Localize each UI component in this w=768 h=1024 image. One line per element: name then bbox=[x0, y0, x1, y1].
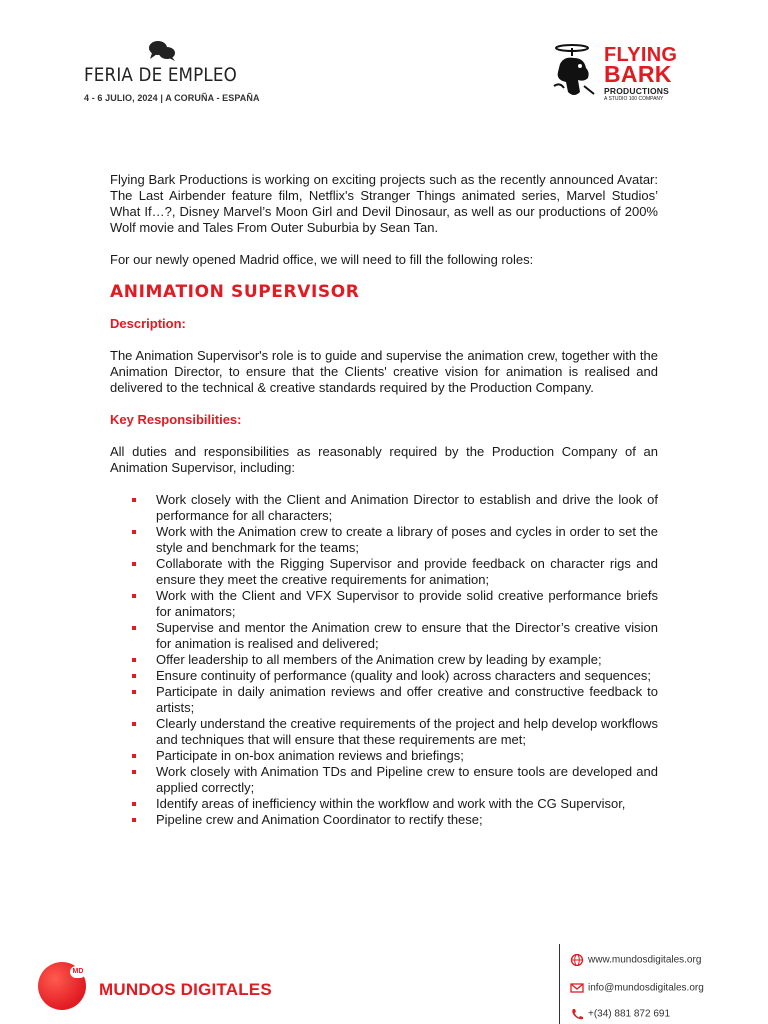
mundos-digitales-logo bbox=[38, 962, 318, 1012]
bullet-icon bbox=[132, 530, 136, 534]
bullet-icon bbox=[132, 754, 136, 758]
description-heading: Description: bbox=[110, 316, 186, 331]
bullet-icon bbox=[132, 594, 136, 598]
phone-contact[interactable] bbox=[570, 1008, 670, 1020]
email-link[interactable]: info@mundosdigitales.org bbox=[588, 982, 704, 994]
logo-text-tagline: A STUDIO 100 COMPANY bbox=[604, 96, 664, 102]
role-title: ANIMATION SUPERVISOR bbox=[110, 282, 360, 302]
description-paragraph: The Animation Supervisor's role is to guide and supervise the animation crew, together with the Animation Director, to ensure that the Clients' creative vision for animation is realised and delivered to the technical & creative standards required by the Production Company. bbox=[110, 348, 658, 395]
list-item bbox=[156, 684, 658, 716]
logo-text-bark: BARK bbox=[604, 61, 672, 87]
list-item-text: Participate in on-box animation reviews and briefings; bbox=[156, 748, 464, 763]
globe-icon bbox=[570, 954, 584, 966]
list-item bbox=[156, 812, 658, 828]
website-contact[interactable] bbox=[570, 954, 701, 966]
intro-paragraph: Flying Bark Productions is working on exciting projects such as the recently announced Avatar: The Last Airbender feature film, Netflix's Stranger Things animated series, Marvel Studios’ What If…?, Disney Marvel’s Moon Girl and Devil Dinosaur, as well as our productions of 200% Wolf movie and Tales From Outer Suburbia by Sean Tan. bbox=[110, 172, 658, 235]
flying-bark-logo bbox=[550, 40, 680, 104]
bullet-icon bbox=[132, 498, 136, 502]
list-item-text: Supervise and mentor the Animation crew to ensure that the Director’s creative vision for animation is realised and delivered; bbox=[156, 620, 658, 651]
list-item-text: Ensure continuity of performance (quality and look) across characters and sequences; bbox=[156, 668, 651, 683]
list-item-text: Collaborate with the Rigging Supervisor and provide feedback on character rigs and ensure they meet the creative requirements for animation; bbox=[156, 556, 658, 587]
event-title: FERIA DE EMPLEO bbox=[84, 64, 237, 86]
brand-name: MUNDOS DIGITALES bbox=[99, 980, 272, 999]
email-contact[interactable] bbox=[570, 982, 704, 994]
mail-icon bbox=[570, 982, 584, 994]
footer-divider bbox=[559, 944, 560, 1024]
bullet-icon bbox=[132, 626, 136, 630]
list-item bbox=[156, 764, 658, 796]
list-item bbox=[156, 492, 658, 524]
list-item-text: Work closely with the Client and Animation Director to establish and drive the look of performance for all characters; bbox=[156, 492, 658, 523]
bullet-icon bbox=[132, 690, 136, 694]
event-subtitle: 4 - 6 JULIO, 2024 | A CORUÑA - ESPAÑA bbox=[84, 93, 260, 103]
brand-tag: MD bbox=[70, 966, 86, 978]
list-item bbox=[156, 620, 658, 652]
list-item bbox=[156, 668, 658, 684]
list-item bbox=[156, 716, 658, 748]
duties-intro: All duties and responsibilities as reasonably required by the Production Company of an Animation Supervisor, including: bbox=[110, 444, 658, 475]
responsibilities-heading: Key Responsibilities: bbox=[110, 412, 242, 427]
list-item-text: Clearly understand the creative requirements of the project and help develop workflows and techniques that will ensure that these requirements are met; bbox=[156, 716, 658, 747]
list-item bbox=[156, 524, 658, 556]
bullet-icon bbox=[132, 562, 136, 566]
list-item bbox=[156, 796, 658, 812]
phone-icon bbox=[570, 1008, 584, 1020]
bullet-icon bbox=[132, 802, 136, 806]
flying-dog-icon bbox=[550, 42, 600, 100]
list-item-text: Work closely with Animation TDs and Pipeline crew to ensure tools are developed and applied correctly; bbox=[156, 764, 658, 795]
list-item-text: Work with the Client and VFX Supervisor to provide solid creative performance briefs for animators; bbox=[156, 588, 658, 619]
logo-text-productions: PRODUCTIONS bbox=[604, 86, 670, 96]
list-item bbox=[156, 588, 658, 620]
responsibilities-list bbox=[110, 492, 658, 828]
bullet-icon bbox=[132, 818, 136, 822]
bullet-icon bbox=[132, 722, 136, 726]
list-item-text: Identify areas of inefficiency within the workflow and work with the CG Supervisor, bbox=[156, 796, 626, 811]
logo-text-flying: FLYING bbox=[604, 44, 678, 66]
job-posting bbox=[110, 172, 658, 828]
roles-intro: For our newly opened Madrid office, we will need to fill the following roles: bbox=[110, 252, 534, 267]
list-item-text: Work with the Animation crew to create a library of poses and cycles in order to set the style and benchmark for the teams; bbox=[156, 524, 658, 555]
bullet-icon bbox=[132, 658, 136, 662]
website-link[interactable]: www.mundosdigitales.org bbox=[588, 954, 702, 966]
speech-bubble-icon bbox=[148, 40, 176, 62]
list-item bbox=[156, 748, 658, 764]
list-item-text: Offer leadership to all members of the Animation crew by leading by example; bbox=[156, 652, 602, 667]
list-item-text: Participate in daily animation reviews and offer creative and constructive feedback to artists; bbox=[156, 684, 658, 715]
phone-number[interactable]: +(34) 881 872 691 bbox=[588, 1008, 671, 1020]
bullet-icon bbox=[132, 770, 136, 774]
list-item bbox=[156, 652, 658, 668]
bullet-icon bbox=[132, 674, 136, 678]
list-item-text: Pipeline crew and Animation Coordinator to rectify these; bbox=[156, 812, 483, 827]
list-item bbox=[156, 556, 658, 588]
